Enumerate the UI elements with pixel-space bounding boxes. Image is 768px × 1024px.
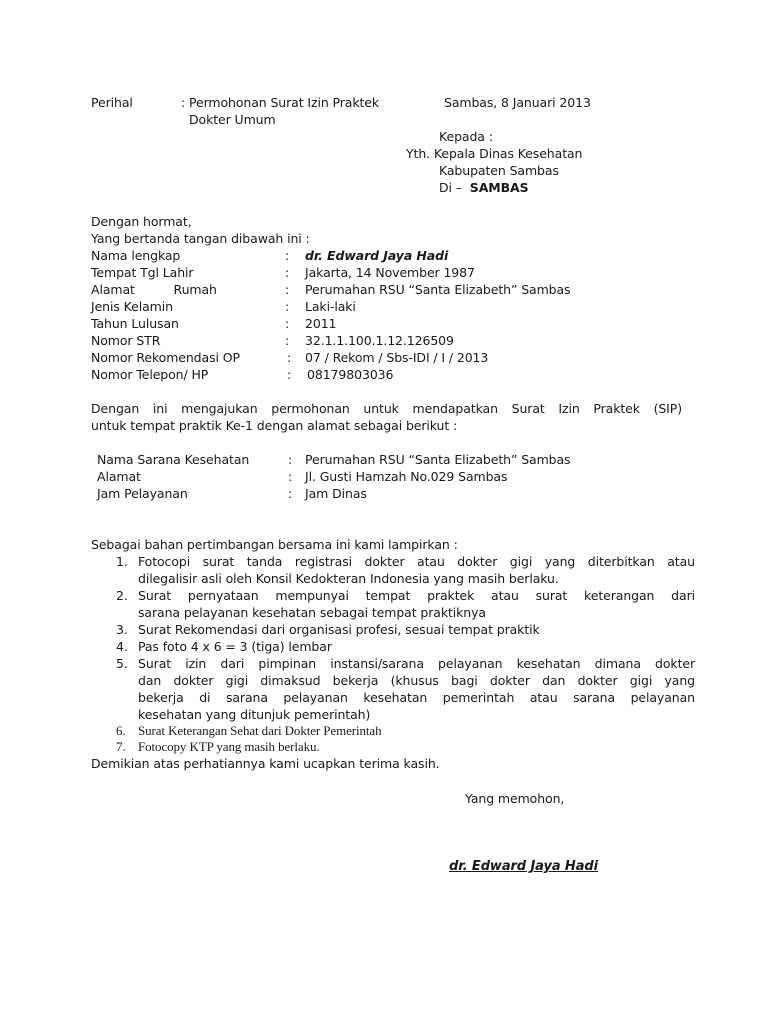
field-value-name: dr. Edward Jaya Hadi bbox=[305, 248, 449, 263]
perihal-colon: : bbox=[181, 95, 186, 110]
field-colon: : bbox=[285, 316, 290, 331]
field-label: Nomor STR bbox=[91, 333, 161, 348]
field-label: Nomor Telepon/ HP bbox=[91, 367, 209, 382]
list-number: 3. bbox=[116, 622, 128, 637]
closing-text: Demikian atas perhatiannya kami ucapkan terima kasih. bbox=[91, 756, 440, 771]
recipient-di: Di – bbox=[439, 180, 462, 195]
field-value: Laki-laki bbox=[305, 299, 356, 314]
attachment-item-7: Fotocopy KTP yang masih berlaku. bbox=[138, 739, 320, 754]
practice-value: Jam Dinas bbox=[305, 486, 367, 501]
field-label: Tahun Lulusan bbox=[91, 316, 179, 331]
practice-value: Jl. Gusti Hamzah No.029 Sambas bbox=[305, 469, 508, 484]
attachment-item-6: Surat Keterangan Sehat dari Dokter Pemerintah bbox=[138, 723, 382, 738]
attachment-item-2-line2: sarana pelayanan kesehatan sebagai tempat praktiknya bbox=[138, 605, 486, 620]
attachment-item-5-line3: bekerja di sarana pelayanan kesehatan pemerintah atau sarana pelayanan bbox=[138, 690, 695, 705]
practice-colon: : bbox=[288, 452, 293, 467]
practice-colon: : bbox=[288, 469, 293, 484]
kepada-label: Kepada : bbox=[439, 129, 493, 144]
intro-text: Yang bertanda tangan dibawah ini : bbox=[91, 231, 310, 246]
field-label: Jenis Kelamin bbox=[91, 299, 173, 314]
field-label: Nomor Rekomendasi OP bbox=[91, 350, 240, 365]
list-number: 1. bbox=[116, 554, 128, 569]
request-line2: untuk tempat praktik Ke-1 dengan alamat sebagai berikut : bbox=[91, 418, 458, 433]
field-colon: : bbox=[285, 265, 290, 280]
greeting: Dengan hormat, bbox=[91, 214, 192, 229]
field-colon: : bbox=[287, 367, 292, 382]
attachment-item-3: Surat Rekomendasi dari organisasi profesi, sesuai tempat praktik bbox=[138, 622, 540, 637]
field-colon: : bbox=[285, 299, 290, 314]
attachment-item-1-line1: Fotocopi surat tanda registrasi dokter atau dokter gigi yang diterbitkan atau bbox=[138, 554, 695, 569]
field-value: Jakarta, 14 November 1987 bbox=[305, 265, 475, 280]
attachment-item-5-line1: Surat izin dari pimpinan instansi/sarana pelayanan kesehatan dimana dokter bbox=[138, 656, 695, 671]
list-number: 2. bbox=[116, 588, 128, 603]
request-line1: Dengan ini mengajukan permohonan untuk mendapatkan Surat Izin Praktek (SIP) bbox=[91, 401, 682, 416]
practice-colon: : bbox=[288, 486, 293, 501]
field-label: Alamat Rumah bbox=[91, 282, 217, 297]
practice-value: Perumahan RSU “Santa Elizabeth” Sambas bbox=[305, 452, 571, 467]
field-colon: : bbox=[285, 248, 290, 263]
attachment-item-2-line1: Surat pernyataan mempunyai tempat praktek atau surat keterangan dari bbox=[138, 588, 695, 603]
recipient-city: SAMBAS bbox=[469, 180, 529, 195]
field-colon: : bbox=[285, 333, 290, 348]
letter-date: Sambas, 8 Januari 2013 bbox=[444, 95, 591, 110]
list-number: 5. bbox=[116, 656, 128, 671]
practice-label: Nama Sarana Kesehatan bbox=[97, 452, 250, 467]
recipient-line2: Kabupaten Sambas bbox=[439, 163, 559, 178]
practice-label: Alamat bbox=[97, 469, 141, 484]
field-value: 08179803036 bbox=[307, 367, 394, 382]
signature-name: dr. Edward Jaya Hadi bbox=[449, 859, 598, 874]
signoff-text: Yang memohon, bbox=[465, 791, 565, 806]
field-value: 32.1.1.100.1.12.126509 bbox=[305, 333, 454, 348]
perihal-subject-line2: Dokter Umum bbox=[189, 112, 276, 127]
perihal-label: Perihal bbox=[91, 95, 133, 110]
field-label: Nama lengkap bbox=[91, 248, 181, 263]
attachments-intro: Sebagai bahan pertimbangan bersama ini kami lampirkan : bbox=[91, 537, 458, 552]
list-number: 7. bbox=[116, 739, 126, 754]
field-colon: : bbox=[285, 282, 290, 297]
recipient-line3 bbox=[439, 180, 529, 196]
recipient-line1: Yth. Kepala Dinas Kesehatan bbox=[406, 146, 583, 161]
attachment-item-4: Pas foto 4 x 6 = 3 (tiga) lembar bbox=[138, 639, 332, 654]
list-number: 4. bbox=[116, 639, 128, 654]
perihal-subject-line1: Permohonan Surat Izin Praktek bbox=[189, 95, 380, 110]
attachment-item-5-line4: kesehatan yang ditunjuk pemerintah) bbox=[138, 707, 371, 722]
attachment-item-5-line2: dan dokter gigi dimaksud bekerja (khusus bagi dokter dan dokter gigi yang bbox=[138, 673, 695, 688]
field-label: Tempat Tgl Lahir bbox=[91, 265, 194, 280]
attachment-item-1-line2: dilegalisir asli oleh Konsil Kedokteran Indonesia yang masih berlaku. bbox=[138, 571, 559, 586]
field-colon: : bbox=[287, 350, 292, 365]
field-value: Perumahan RSU “Santa Elizabeth” Sambas bbox=[305, 282, 571, 297]
practice-label: Jam Pelayanan bbox=[97, 486, 188, 501]
field-value: 2011 bbox=[305, 316, 337, 331]
list-number: 6. bbox=[116, 723, 126, 738]
field-value: 07 / Rekom / Sbs-IDI / I / 2013 bbox=[305, 350, 489, 365]
